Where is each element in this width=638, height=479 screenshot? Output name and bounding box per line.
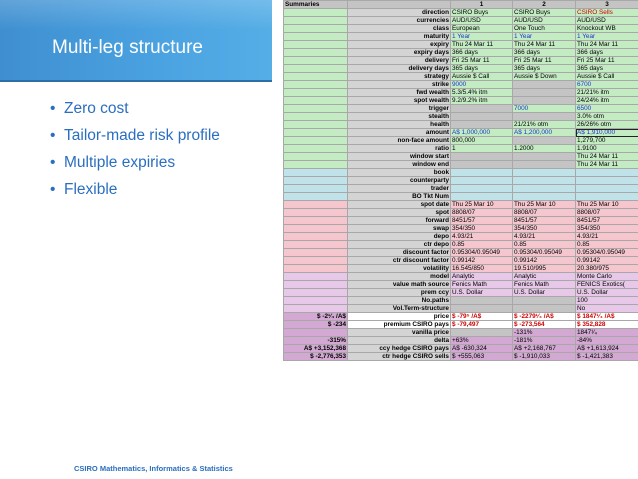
row-stub-cell[interactable] (284, 193, 348, 201)
row-stub-cell[interactable] (284, 41, 348, 49)
data-cell-col-1[interactable]: 5.3/5.4% itm (451, 89, 513, 97)
table-row (284, 65, 638, 73)
data-cell-col-3[interactable]: FENICS Exotics( (576, 281, 638, 289)
data-cell-col-1[interactable]: Thu 25 Mar 10 (451, 201, 513, 209)
row-stub-cell[interactable] (284, 49, 348, 57)
data-cell-col-3[interactable] (576, 185, 638, 193)
table-row (284, 113, 638, 121)
table-row (284, 161, 638, 169)
table-row (284, 153, 638, 161)
row-stub-cell[interactable] (284, 137, 348, 145)
data-cell-col-1[interactable]: 8808/07 (451, 209, 513, 217)
row-stub-cell[interactable] (284, 65, 348, 73)
slide-footer: CSIRO Mathematics, Informatics & Statistics (74, 464, 233, 473)
data-cell-col-3[interactable]: $ -1,421,383 (576, 353, 638, 361)
data-cell-col-2[interactable]: 0.85 (513, 241, 576, 249)
data-cell-col-1[interactable]: Thu 24 Mar 11 (451, 41, 513, 49)
table-row (284, 265, 638, 273)
data-cell-col-2[interactable] (513, 297, 576, 305)
table-row (284, 345, 638, 353)
table-row (284, 209, 638, 217)
row-label: Vol.Term-structure (348, 305, 451, 313)
data-cell-col-1[interactable]: 0.95304/0.95049 (451, 249, 513, 257)
table-row (284, 169, 638, 177)
data-cell-col-3[interactable]: $ 352,828 (576, 321, 638, 329)
row-label: delivery days (348, 65, 451, 73)
row-stub-cell[interactable] (284, 105, 348, 113)
row-label: BO Tkt Num (348, 193, 451, 201)
data-cell-col-1[interactable] (451, 153, 513, 161)
row-label: health (348, 121, 451, 129)
table-row (284, 193, 638, 201)
row-stub-cell[interactable] (284, 25, 348, 33)
data-cell-col-2[interactable]: 19.510/995 (513, 265, 576, 273)
data-cell-col-1[interactable]: A$ -630,324 (451, 345, 513, 353)
data-cell-col-3[interactable]: Aussie $ Call (576, 73, 638, 81)
row-stub-cell[interactable] (284, 209, 348, 217)
bullet-text: Flexible (64, 181, 118, 198)
header-label-col (348, 1, 451, 9)
row-label: class (348, 25, 451, 33)
row-stub-cell[interactable] (284, 281, 348, 289)
row-stub-cell[interactable] (284, 265, 348, 273)
data-cell-col-3[interactable]: 1,279,700 (576, 137, 638, 145)
row-stub-cell[interactable]: -315% (284, 337, 348, 345)
data-cell-col-1[interactable]: Fri 25 Mar 11 (451, 57, 513, 65)
data-cell-col-3[interactable]: 0.85 (576, 241, 638, 249)
data-cell-col-2[interactable]: 1 Year (513, 33, 576, 41)
data-cell-col-3[interactable]: No (576, 305, 638, 313)
table-row (284, 41, 638, 49)
data-cell-col-1[interactable]: 9.2/9.2% itm (451, 97, 513, 105)
data-cell-col-1[interactable] (451, 297, 513, 305)
row-label: prem ccy (348, 289, 451, 297)
data-cell-col-3[interactable]: Knockout WB (576, 25, 638, 33)
data-cell-col-3[interactable]: CSIRO Sells (576, 9, 638, 17)
row-stub-cell[interactable] (284, 97, 348, 105)
bullet-dot-icon: • (50, 181, 56, 198)
data-cell-col-2[interactable]: Thu 24 Mar 11 (513, 41, 576, 49)
table-row (284, 329, 638, 337)
bullet-item (50, 126, 220, 153)
row-label: trigger (348, 105, 451, 113)
table-row (284, 129, 638, 137)
header-col-2: 2 (513, 1, 576, 9)
data-cell-col-2[interactable]: -181% (513, 337, 576, 345)
data-cell-col-1[interactable]: 1 Year (451, 33, 513, 41)
data-cell-col-2[interactable] (513, 305, 576, 313)
data-cell-col-1[interactable] (451, 121, 513, 129)
table-row (284, 49, 638, 57)
title-band (0, 0, 272, 80)
data-cell-col-3[interactable]: Thu 24 Mar 11 (576, 153, 638, 161)
table-row (284, 177, 638, 185)
row-stub-cell[interactable]: $ -2¹⁄₄ /A$ (284, 313, 348, 321)
data-cell-col-2[interactable] (513, 161, 576, 169)
table-row (284, 233, 638, 241)
row-label: strike (348, 81, 451, 89)
data-cell-col-2[interactable]: One Touch (513, 25, 576, 33)
row-label: non-face amount (348, 137, 451, 145)
data-cell-col-3[interactable]: 6500 (576, 105, 638, 113)
table-row (284, 145, 638, 153)
data-cell-col-3[interactable]: 1847¹⁄₄ (576, 329, 638, 337)
row-stub-cell[interactable] (284, 329, 348, 337)
data-cell-col-3[interactable] (576, 177, 638, 185)
data-cell-col-3[interactable]: AUD/USD (576, 17, 638, 25)
data-cell-col-2[interactable] (513, 89, 576, 97)
data-cell-col-2[interactable]: 8808/07 (513, 209, 576, 217)
row-stub-cell[interactable] (284, 177, 348, 185)
data-cell-col-3[interactable]: -84% (576, 337, 638, 345)
bullet-dot-icon: • (50, 154, 56, 171)
row-stub-cell[interactable] (284, 305, 348, 313)
data-cell-col-3[interactable]: Fri 25 Mar 11 (576, 57, 638, 65)
table-row (284, 17, 638, 25)
row-label: maturity (348, 33, 451, 41)
data-cell-col-2[interactable]: 365 days (513, 65, 576, 73)
data-cell-col-1[interactable]: 9000 (451, 81, 513, 89)
row-label: price (348, 313, 451, 321)
row-stub-cell[interactable] (284, 113, 348, 121)
bullet-text: Multiple expiries (64, 154, 176, 171)
data-cell-col-3[interactable]: Monte Carlo (576, 273, 638, 281)
row-label: strategy (348, 73, 451, 81)
data-cell-col-1[interactable]: 16.545/850 (451, 265, 513, 273)
data-cell-col-2[interactable] (513, 113, 576, 121)
data-cell-col-2[interactable] (513, 153, 576, 161)
table-row (284, 25, 638, 33)
summary-table-body (284, 1, 638, 361)
data-cell-col-1[interactable]: European (451, 25, 513, 33)
data-cell-col-2[interactable]: Thu 25 Mar 10 (513, 201, 576, 209)
header-stub: Summaries (284, 1, 348, 9)
data-cell-col-2[interactable]: 7000 (513, 105, 576, 113)
data-cell-col-1[interactable]: Fenics Math (451, 281, 513, 289)
data-cell-col-1[interactable]: $ -79,497 (451, 321, 513, 329)
row-label: stealth (348, 113, 451, 121)
table-row (284, 33, 638, 41)
row-label: ratio (348, 145, 451, 153)
row-stub-cell[interactable] (284, 73, 348, 81)
row-stub-cell[interactable] (284, 81, 348, 89)
data-cell-col-2[interactable]: 8451/57 (513, 217, 576, 225)
data-cell-col-1[interactable] (451, 177, 513, 185)
data-cell-col-2[interactable] (513, 177, 576, 185)
data-cell-col-1[interactable]: 365 days (451, 65, 513, 73)
data-cell-col-1[interactable]: 1 (451, 145, 513, 153)
data-cell-col-1[interactable]: Aussie $ Call (451, 73, 513, 81)
data-cell-col-1[interactable]: $ +555,063 (451, 353, 513, 361)
row-label: fwd wealth (348, 89, 451, 97)
data-cell-col-1[interactable]: AUD/USD (451, 17, 513, 25)
data-cell-col-1[interactable] (451, 105, 513, 113)
row-stub-cell[interactable] (284, 89, 348, 97)
table-row (284, 57, 638, 65)
data-cell-col-1[interactable]: 0.85 (451, 241, 513, 249)
table-row (284, 337, 638, 345)
row-label: delta (348, 337, 451, 345)
data-cell-col-1[interactable]: $ -79⁵ /A$ (451, 313, 513, 321)
table-row (284, 313, 638, 321)
row-stub-cell[interactable] (284, 185, 348, 193)
row-label: amount (348, 129, 451, 137)
data-cell-col-2[interactable]: $ -1,910,033 (513, 353, 576, 361)
row-label: direction (348, 9, 451, 17)
data-cell-col-3[interactable]: 6700 (576, 81, 638, 89)
data-cell-col-1[interactable]: 354/350 (451, 225, 513, 233)
data-cell-col-2[interactable] (513, 193, 576, 201)
row-stub-cell[interactable] (284, 169, 348, 177)
row-stub-cell[interactable] (284, 129, 348, 137)
row-stub-cell[interactable] (284, 153, 348, 161)
title-band-shine (0, 0, 272, 30)
data-cell-col-3[interactable]: 0.99142 (576, 257, 638, 265)
row-label: model (348, 273, 451, 281)
row-stub-cell[interactable]: $ -234 (284, 321, 348, 329)
table-row (284, 289, 638, 297)
data-cell-col-1[interactable] (451, 113, 513, 121)
data-cell-col-2[interactable]: $ -273,564 (513, 321, 576, 329)
table-row (284, 105, 638, 113)
data-cell-col-3[interactable]: U.S. Dollar (576, 289, 638, 297)
data-cell-col-3[interactable]: 366 days (576, 49, 638, 57)
table-row (284, 273, 638, 281)
row-stub-cell[interactable] (284, 161, 348, 169)
data-cell-col-2[interactable] (513, 81, 576, 89)
table-row (284, 81, 638, 89)
summary-table (283, 0, 638, 361)
spreadsheet (283, 0, 638, 479)
table-row (284, 73, 638, 81)
table-row (284, 241, 638, 249)
table-row (284, 297, 638, 305)
data-cell-col-1[interactable]: 0.99142 (451, 257, 513, 265)
row-label: ccy hedge CSIRO pays (348, 345, 451, 353)
row-stub-cell[interactable] (284, 241, 348, 249)
row-stub-cell[interactable] (284, 57, 348, 65)
data-cell-col-2[interactable]: Fenics Math (513, 281, 576, 289)
data-cell-col-2[interactable]: U.S. Dollar (513, 289, 576, 297)
data-cell-col-3[interactable]: Thu 24 Mar 11 (576, 41, 638, 49)
data-cell-col-3[interactable]: $ 1847¹⁄₄ /A$ (576, 313, 638, 321)
row-label: depo (348, 233, 451, 241)
row-label: premium CSIRO pays (348, 321, 451, 329)
row-label: spot wealth (348, 97, 451, 105)
row-stub-cell[interactable] (284, 145, 348, 153)
table-row (284, 89, 638, 97)
data-cell-col-2[interactable]: 0.95304/0.95049 (513, 249, 576, 257)
data-cell-col-2[interactable]: 1.2000 (513, 145, 576, 153)
data-cell-col-1[interactable]: 800,000 (451, 137, 513, 145)
row-stub-cell[interactable] (284, 273, 348, 281)
data-cell-col-3[interactable]: 1.9100 (576, 145, 638, 153)
data-cell-col-3[interactable]: 8808/07 (576, 209, 638, 217)
row-label: swap (348, 225, 451, 233)
row-label: ctr hedge CSIRO sells (348, 353, 451, 361)
data-cell-col-2[interactable]: A$ 1,200,000 (513, 129, 576, 137)
row-label: delivery (348, 57, 451, 65)
row-stub-cell[interactable] (284, 289, 348, 297)
data-cell-col-1[interactable] (451, 329, 513, 337)
row-label: expiry days (348, 49, 451, 57)
data-cell-col-3[interactable]: 0.95304/0.95049 (576, 249, 638, 257)
row-label: forward (348, 217, 451, 225)
row-label: vanilla price (348, 329, 451, 337)
row-label: No.paths (348, 297, 451, 305)
bullet-dot-icon: • (50, 127, 56, 144)
row-label: ctr discount factor (348, 257, 451, 265)
data-cell-col-2[interactable]: 4.93/21 (513, 233, 576, 241)
row-label: spot date (348, 201, 451, 209)
data-cell-col-1[interactable]: +63% (451, 337, 513, 345)
data-cell-col-1[interactable] (451, 161, 513, 169)
data-cell-col-3[interactable] (576, 193, 638, 201)
data-cell-col-3[interactable]: Thu 24 Mar 11 (576, 161, 638, 169)
row-stub-cell[interactable] (284, 217, 348, 225)
table-row (284, 217, 638, 225)
data-cell-col-3[interactable]: 3.0% otm (576, 113, 638, 121)
row-stub-cell[interactable] (284, 9, 348, 17)
row-stub-cell[interactable] (284, 121, 348, 129)
data-cell-col-3[interactable]: A$ 1,910,000 (576, 129, 638, 137)
data-cell-col-2[interactable]: $ -2279¹⁄₄ /A$ (513, 313, 576, 321)
data-cell-col-2[interactable]: CSIRO Buys (513, 9, 576, 17)
data-cell-col-2[interactable] (513, 169, 576, 177)
row-stub-cell[interactable]: A$ +3,152,368 (284, 345, 348, 353)
data-cell-col-3[interactable]: 4.93/21 (576, 233, 638, 241)
slide-title: Multi-leg structure (52, 37, 203, 58)
bullet-item (50, 180, 220, 207)
data-cell-col-2[interactable] (513, 97, 576, 105)
table-row (284, 321, 638, 329)
table-row (284, 9, 638, 17)
data-cell-col-3[interactable]: 354/350 (576, 225, 638, 233)
data-cell-col-1[interactable]: Analytic (451, 273, 513, 281)
data-cell-col-3[interactable]: Thu 25 Mar 10 (576, 201, 638, 209)
table-row (284, 249, 638, 257)
table-row (284, 137, 638, 145)
data-cell-col-2[interactable] (513, 185, 576, 193)
data-cell-col-2[interactable]: AUD/USD (513, 17, 576, 25)
bullet-dot-icon: • (50, 100, 56, 117)
row-stub-cell[interactable] (284, 201, 348, 209)
data-cell-col-1[interactable]: 4.93/21 (451, 233, 513, 241)
data-cell-col-1[interactable] (451, 305, 513, 313)
bullet-item (50, 153, 220, 180)
table-row (284, 185, 638, 193)
row-label: expiry (348, 41, 451, 49)
table-row (284, 225, 638, 233)
data-cell-col-2[interactable]: 0.99142 (513, 257, 576, 265)
data-cell-col-3[interactable]: 20.380/975 (576, 265, 638, 273)
row-label: trader (348, 185, 451, 193)
data-cell-col-1[interactable] (451, 169, 513, 177)
row-label: spot (348, 209, 451, 217)
data-cell-col-3[interactable]: 1 Year (576, 33, 638, 41)
data-cell-col-2[interactable]: 354/350 (513, 225, 576, 233)
data-cell-col-2[interactable]: 21/21% otm (513, 121, 576, 129)
title-rule (0, 80, 272, 82)
data-cell-col-2[interactable]: Analytic (513, 273, 576, 281)
row-stub-cell[interactable] (284, 249, 348, 257)
table-row (284, 201, 638, 209)
header-col-1: 1 (451, 1, 513, 9)
row-stub-cell[interactable] (284, 225, 348, 233)
data-cell-col-3[interactable]: 100 (576, 297, 638, 305)
data-cell-col-1[interactable]: 8451/57 (451, 217, 513, 225)
bullet-text: Zero cost (64, 100, 129, 117)
data-cell-col-3[interactable]: 26/26% otm (576, 121, 638, 129)
data-cell-col-3[interactable]: 8451/57 (576, 217, 638, 225)
row-label: currencies (348, 17, 451, 25)
data-cell-col-1[interactable] (451, 185, 513, 193)
data-cell-col-2[interactable]: A$ +2,168,767 (513, 345, 576, 353)
row-label: window end (348, 161, 451, 169)
row-stub-cell[interactable] (284, 17, 348, 25)
row-stub-cell[interactable]: $ -2,776,353 (284, 353, 348, 361)
data-cell-col-3[interactable]: A$ +1,613,924 (576, 345, 638, 353)
bullet-item (50, 99, 220, 126)
data-cell-col-2[interactable]: Fri 25 Mar 11 (513, 57, 576, 65)
data-cell-col-3[interactable]: 21/21% itm (576, 89, 638, 97)
data-cell-col-1[interactable]: U.S. Dollar (451, 289, 513, 297)
data-cell-col-2[interactable]: 366 days (513, 49, 576, 57)
slide-panel (0, 0, 283, 479)
data-cell-col-1[interactable]: CSIRO Buys (451, 9, 513, 17)
row-stub-cell[interactable] (284, 257, 348, 265)
data-cell-col-2[interactable] (513, 137, 576, 145)
table-row (284, 353, 638, 361)
table-row (284, 305, 638, 313)
bullet-text: Tailor-made risk profile (64, 127, 220, 144)
row-stub-cell[interactable] (284, 233, 348, 241)
data-cell-col-3[interactable]: 24/24% itm (576, 97, 638, 105)
row-label: counterparty (348, 177, 451, 185)
row-label: book (348, 169, 451, 177)
table-row (284, 97, 638, 105)
data-cell-col-1[interactable]: 366 days (451, 49, 513, 57)
table-row (284, 257, 638, 265)
header-col-3: 3 (576, 1, 638, 9)
row-label: ctr depo (348, 241, 451, 249)
data-cell-col-1[interactable] (451, 193, 513, 201)
row-stub-cell[interactable] (284, 297, 348, 305)
table-row (284, 121, 638, 129)
data-cell-col-2[interactable]: -131% (513, 329, 576, 337)
row-stub-cell[interactable] (284, 33, 348, 41)
header-row (284, 1, 638, 9)
data-cell-col-3[interactable] (576, 169, 638, 177)
data-cell-col-2[interactable]: Aussie $ Down (513, 73, 576, 81)
row-label: value math source (348, 281, 451, 289)
row-label: window start (348, 153, 451, 161)
data-cell-col-3[interactable]: 365 days (576, 65, 638, 73)
row-label: discount factor (348, 249, 451, 257)
data-cell-col-1[interactable]: A$ 1,000,000 (451, 129, 513, 137)
row-label: volatility (348, 265, 451, 273)
table-row (284, 281, 638, 289)
bullet-list (50, 99, 220, 207)
